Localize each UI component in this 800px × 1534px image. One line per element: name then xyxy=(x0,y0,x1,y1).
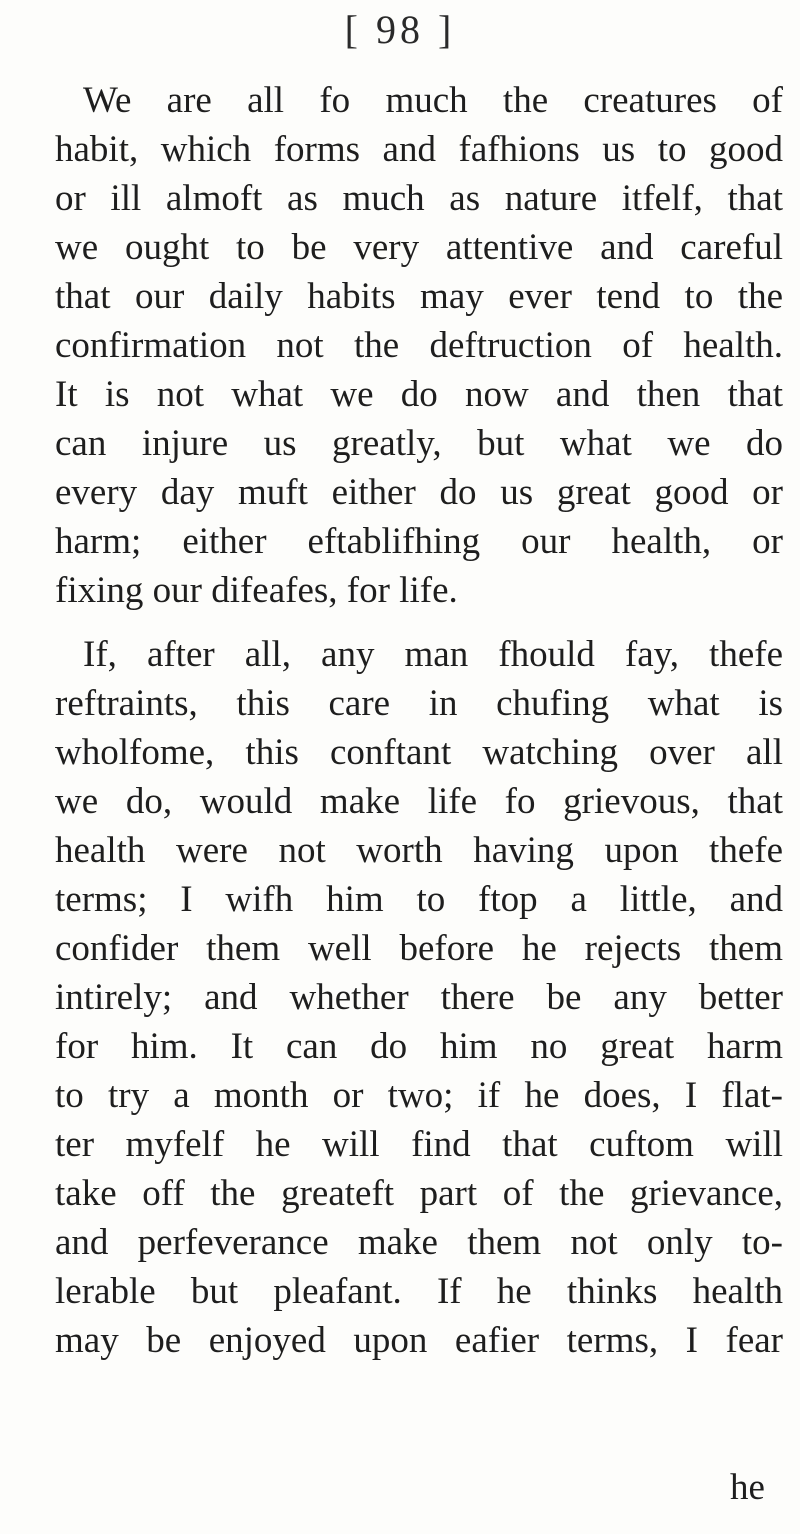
text-line: we do, would make life fo grievous, that xyxy=(55,781,783,822)
text-line: that our daily habits may ever tend to the xyxy=(55,276,783,317)
text-line: harm; either eftablifhing our health, or xyxy=(55,521,783,562)
text-line: can injure us greatly, but what we do xyxy=(55,423,783,464)
text-line: intirely; and whether there be any better xyxy=(55,977,783,1018)
text-line: We are all fo much the creatures of xyxy=(83,80,783,121)
text-line: may be enjoyed upon eafier terms, I fear xyxy=(55,1320,783,1361)
text-line: and perfeverance make them not only to- xyxy=(55,1222,783,1263)
text-line: take off the greateft part of the grievance, xyxy=(55,1173,783,1214)
text-line: health were not worth having upon thefe xyxy=(55,830,783,871)
text-line: fixing our difeafes, for life. xyxy=(55,570,458,611)
paragraph-1 xyxy=(55,76,783,615)
text-line: If, after all, any man fhould fay, thefe xyxy=(83,634,783,675)
text-line: to try a month or two; if he does, I flat- xyxy=(55,1075,783,1116)
text-line: lerable but pleafant. If he thinks health xyxy=(55,1271,783,1312)
text-line: confirmation not the deftruction of health. xyxy=(55,325,783,366)
text-line: for him. It can do him no great harm xyxy=(55,1026,783,1067)
text-line: wholfome, this conftant watching over all xyxy=(55,732,783,773)
page-number: [ 98 ] xyxy=(344,7,456,52)
text-line: ter myfelf he will find that cuftom will xyxy=(55,1124,783,1165)
paragraph-2 xyxy=(55,630,783,1365)
text-line: confider them well before he rejects them xyxy=(55,928,783,969)
text-line: It is not what we do now and then that xyxy=(55,374,783,415)
catchword: he xyxy=(730,1467,765,1508)
text-line: habit, which forms and fafhions us to good xyxy=(55,129,783,170)
text-line: we ought to be very attentive and careful xyxy=(55,227,783,268)
text-line: reftraints, this care in chufing what is xyxy=(55,683,783,724)
text-line: or ill almoft as much as nature itfelf, that xyxy=(55,178,783,219)
text-line: every day muft either do us great good or xyxy=(55,472,783,513)
text-line: terms; I wifh him to ftop a little, and xyxy=(55,879,783,920)
